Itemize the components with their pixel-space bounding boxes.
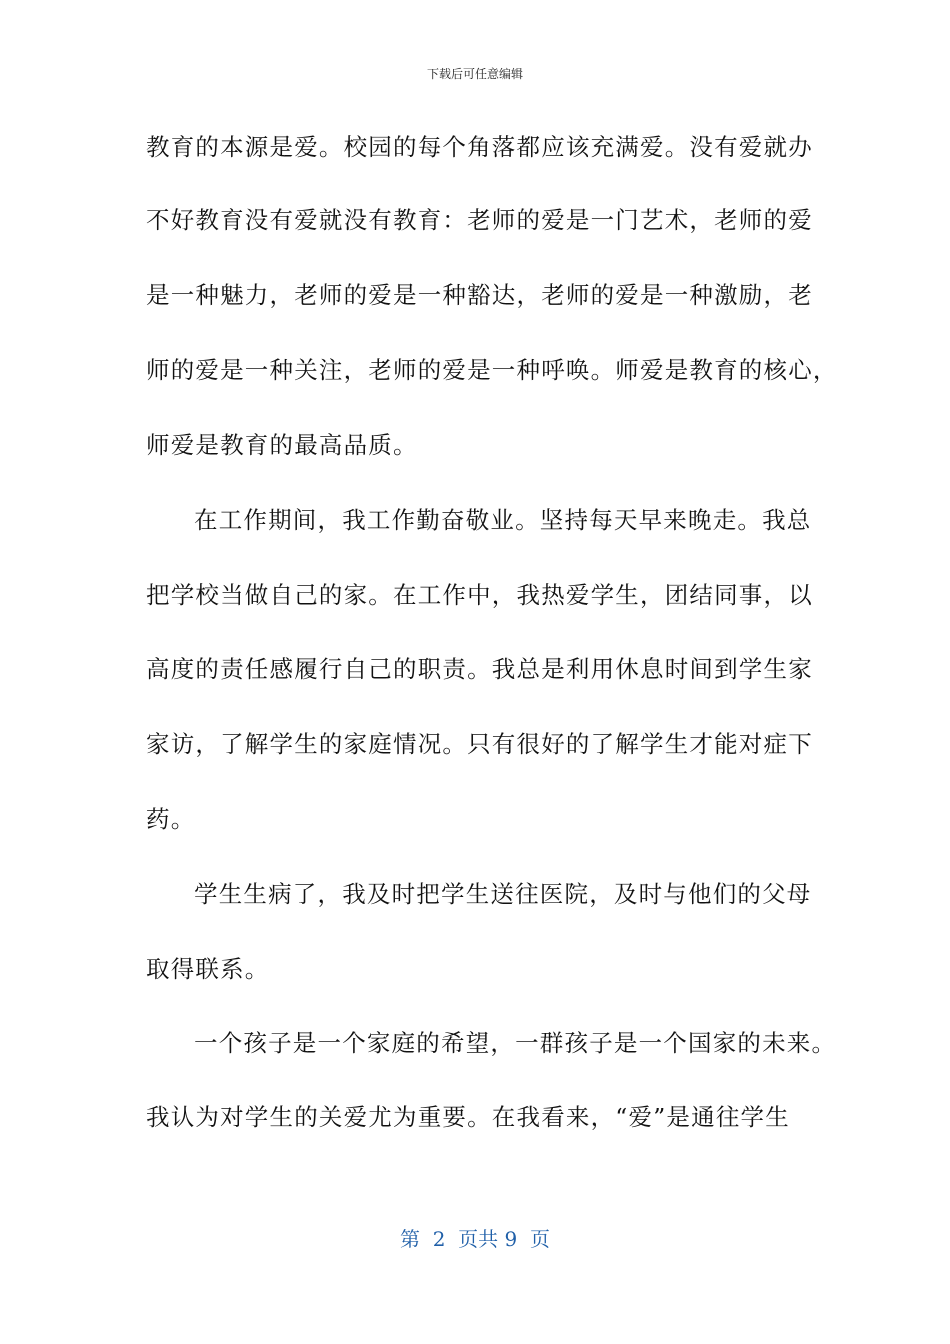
text-line: 不好教育没有爱就没有教育：老师的爱是一门艺术，老师的爱	[146, 206, 813, 234]
page-header: 下载后可任意编辑	[426, 67, 523, 81]
page-footer: 第 2 页共 9 页	[400, 1227, 550, 1251]
text-line: 药。	[146, 805, 196, 833]
text-line: 师的爱是一种关注，老师的爱是一种呼唤。师爱是教育的核心，	[146, 356, 838, 384]
text-line: 学生生病了，我及时把学生送往医院，及时与他们的父母	[194, 880, 812, 908]
text-line: 教育的本源是爱。校园的每个角落都应该充满爱。没有爱就办	[146, 133, 813, 161]
text-line: 一个孩子是一个家庭的希望，一群孩子是一个国家的未来。	[194, 1029, 837, 1057]
text-line: 在工作期间，我工作勤奋敬业。坚持每天早来晚走。我总	[194, 506, 812, 534]
text-line: 师爱是教育的最高品质。	[146, 431, 418, 459]
text-line: 我认为对学生的关爱尤为重要。在我看来，“爱”是通往学生	[146, 1103, 790, 1131]
text-line: 取得联系。	[146, 955, 270, 983]
text-line: 家访，了解学生的家庭情况。只有很好的了解学生才能对症下	[146, 730, 813, 758]
text-line: 是一种魅力，老师的爱是一种豁达，老师的爱是一种激励，老	[146, 281, 813, 309]
text-line: 高度的责任感履行自己的职责。我总是利用休息时间到学生家	[146, 655, 813, 683]
text-line: 把学校当做自己的家。在工作中，我热爱学生，团结同事，以	[146, 581, 813, 609]
